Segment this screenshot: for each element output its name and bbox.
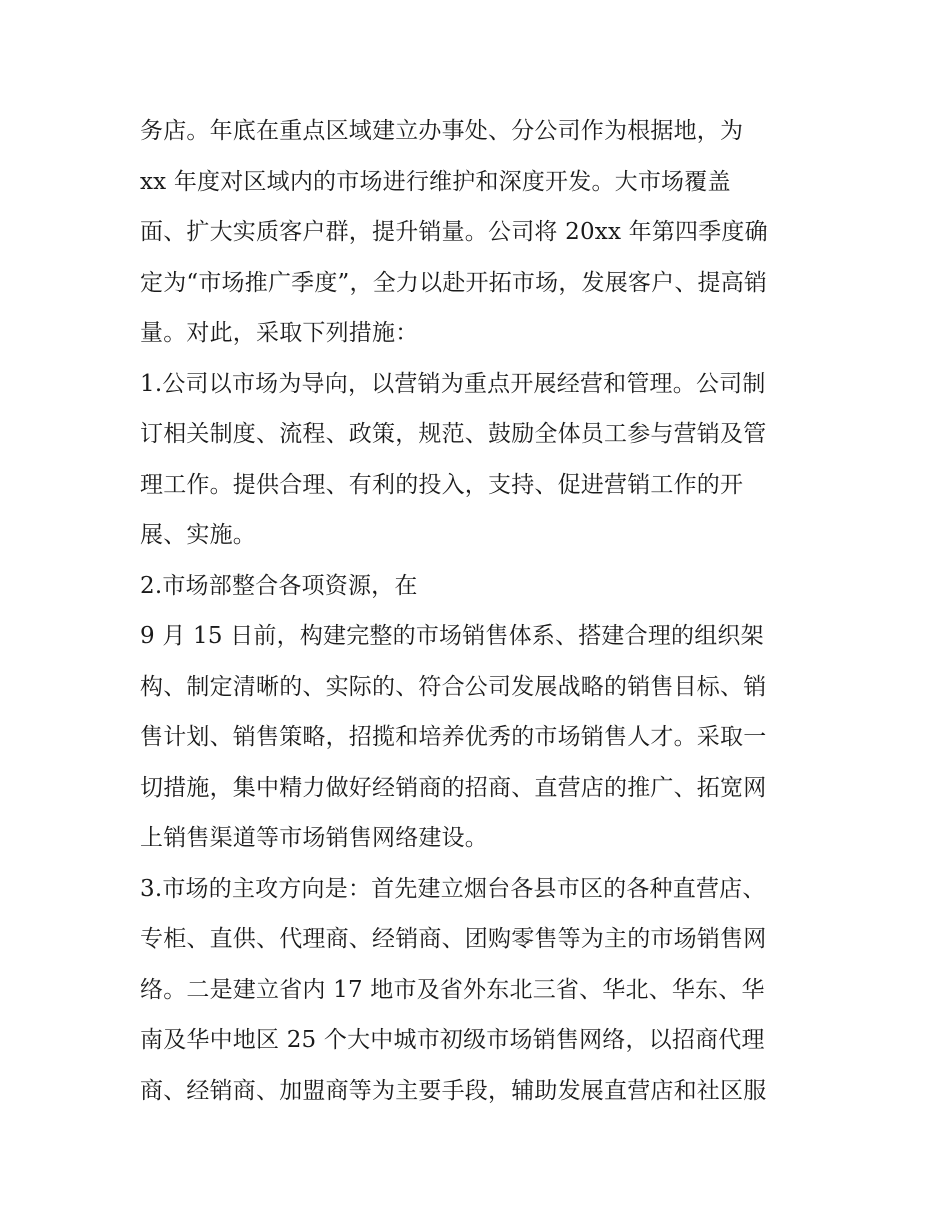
text-line: 量。对此，采取下列措施： xyxy=(140,320,419,346)
text-line: 面、扩大实质客户群，提升销量。公司将 20xx 年第四季度确 xyxy=(140,219,768,245)
text-line: 专柜、直供、代理商、经销商、团购零售等为主的市场销售网 xyxy=(140,926,767,952)
text-line: 南及华中地区 25 个大中城市初级市场销售网络，以招商代理 xyxy=(140,1027,765,1053)
text-line: 络。二是建立省内 17 地市及省外东北三省、华北、华东、华 xyxy=(140,976,765,1003)
text-line: 售计划、销售策略，招揽和培养优秀的市场销售人才。采取一 xyxy=(140,724,767,750)
text-line: 2.市场部整合各项资源，在 xyxy=(140,572,418,599)
text-line: 理工作。提供合理、有利的投入，支持、促进营销工作的开 xyxy=(140,471,744,498)
text-line: 切措施，集中精力做好经销商的招商、直营店的推广、拓宽网 xyxy=(140,774,767,801)
text-line: 构、制定清晰的、实际的、符合公司发展战略的销售目标、销 xyxy=(140,673,767,700)
document-body xyxy=(140,106,830,1116)
text-line: xx 年度对区域内的市场进行维护和深度开发。大市场覆盖 xyxy=(140,168,731,195)
text-line: 3.市场的主攻方向是：首先建立烟台各县市区的各种直营店、 xyxy=(140,875,766,902)
text-line: 9 月 15 日前，构建完整的市场销售体系、搭建合理的组织架 xyxy=(140,623,764,649)
text-line: 展、实施。 xyxy=(140,522,256,548)
text-line: 1.公司以市场为导向，以营销为重点开展经营和管理。公司制 xyxy=(140,370,766,397)
text-line: 商、经销商、加盟商等为主要手段，辅助发展直营店和社区服 xyxy=(140,1077,767,1104)
text-line: 订相关制度、流程、政策，规范、鼓励全体员工参与营销及管 xyxy=(140,421,767,447)
text-line: 定为“市场推广季度”，全力以赴开拓市场，发展客户、提高销 xyxy=(140,269,768,296)
text-line: 上销售渠道等市场销售网络建设。 xyxy=(140,825,488,851)
text-line: 务店。年底在重点区域建立办事处、分公司作为根据地，为 xyxy=(140,118,744,144)
